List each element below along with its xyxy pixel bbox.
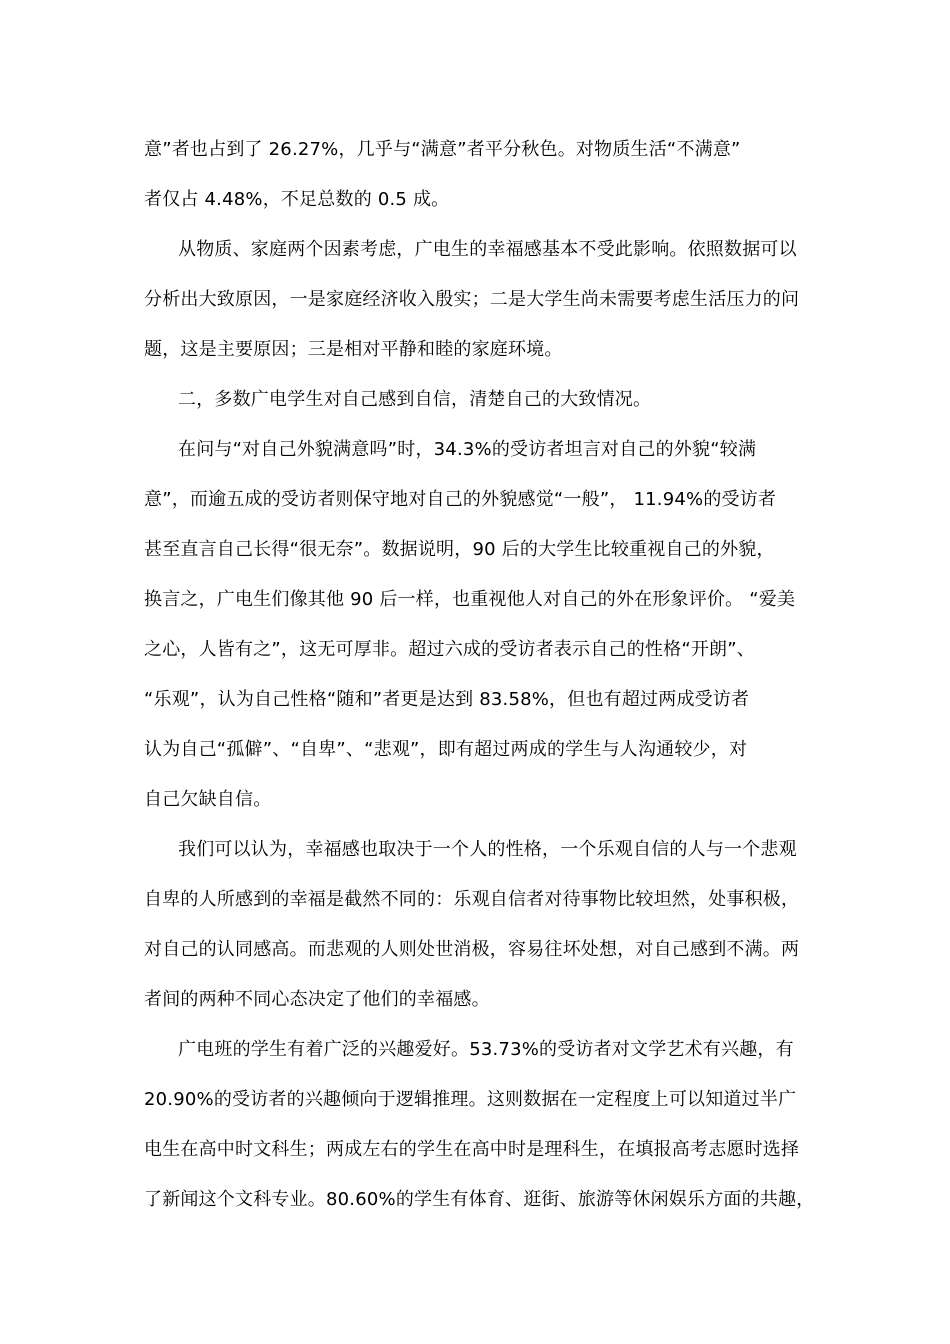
- section-heading: 二，多数广电学生对自己感到自信，清楚自己的大致情况。: [178, 389, 652, 410]
- text-line: 对自己的认同感高。而悲观的人则处世消极，容易往坏处想，对自己感到不满。两: [144, 939, 800, 960]
- text-line: 意”者也占到了 26.27%，几乎与“满意”者平分秋色。对物质生活“不满意”: [144, 139, 741, 160]
- text-line: “乐观”，认为自己性格“随和”者更是达到 83.58%，但也有超过两成受访者: [144, 689, 750, 710]
- text-line: 之心，人皆有之”，这无可厚非。超过六成的受访者表示自己的性格“开朗”、: [144, 639, 755, 660]
- text-line: 换言之，广电生们像其他 90 后一样，也重视他人对自己的外在形象评价。 “爱美: [144, 589, 796, 610]
- text-line: 意”，而逾五成的受访者则保守地对自己的外貌感觉“一般”， 11.94%的受访者: [144, 489, 777, 510]
- text-line: 电生在高中时文科生；两成左右的学生在高中时是理科生，在填报高考志愿时选择: [144, 1139, 800, 1160]
- text-line: 题，这是主要原因；三是相对平静和睦的家庭环境。: [144, 339, 563, 360]
- text-line: 者间的两种不同心态决定了他们的幸福感。: [144, 989, 490, 1010]
- text-line: 自己欠缺自信。: [144, 789, 272, 810]
- text-line: 认为自己“孤僻”、“自卑”、“悲观”，即有超过两成的学生与人沟通较少，对: [144, 739, 748, 760]
- paragraph-start-line: 我们可以认为，幸福感也取决于一个人的性格，一个乐观自信的人与一个悲观: [178, 839, 797, 860]
- paragraph-start-line: 在问与“对自己外貌满意吗”时，34.3%的受访者坦言对自己的外貌“较满: [178, 439, 757, 460]
- paragraph-start-line: 广电班的学生有着广泛的兴趣爱好。53.73%的受访者对文学艺术有兴趣，有: [178, 1039, 794, 1060]
- text-line: 20.90%的受访者的兴趣倾向于逻辑推理。这则数据在一定程度上可以知道过半广: [144, 1089, 797, 1110]
- text-line: 甚至直言自己长得“很无奈”。数据说明，90 后的大学生比较重视自己的外貌，: [144, 539, 775, 560]
- paragraph-start-line: 从物质、家庭两个因素考虑，广电生的幸福感基本不受此影响。依照数据可以: [178, 239, 797, 260]
- text-line: 分析出大致原因，一是家庭经济收入殷实；二是大学生尚未需要考虑生活压力的问: [144, 289, 800, 310]
- text-line: 自卑的人所感到的幸福是截然不同的：乐观自信者对待事物比较坦然，处事积极，: [144, 889, 800, 910]
- text-line: 了新闻这个文科专业。80.60%的学生有体育、逛街、旅游等休闲娱乐方面的共趣，: [144, 1189, 815, 1210]
- text-line: 者仅占 4.48%，不足总数的 0.5 成。: [144, 189, 450, 210]
